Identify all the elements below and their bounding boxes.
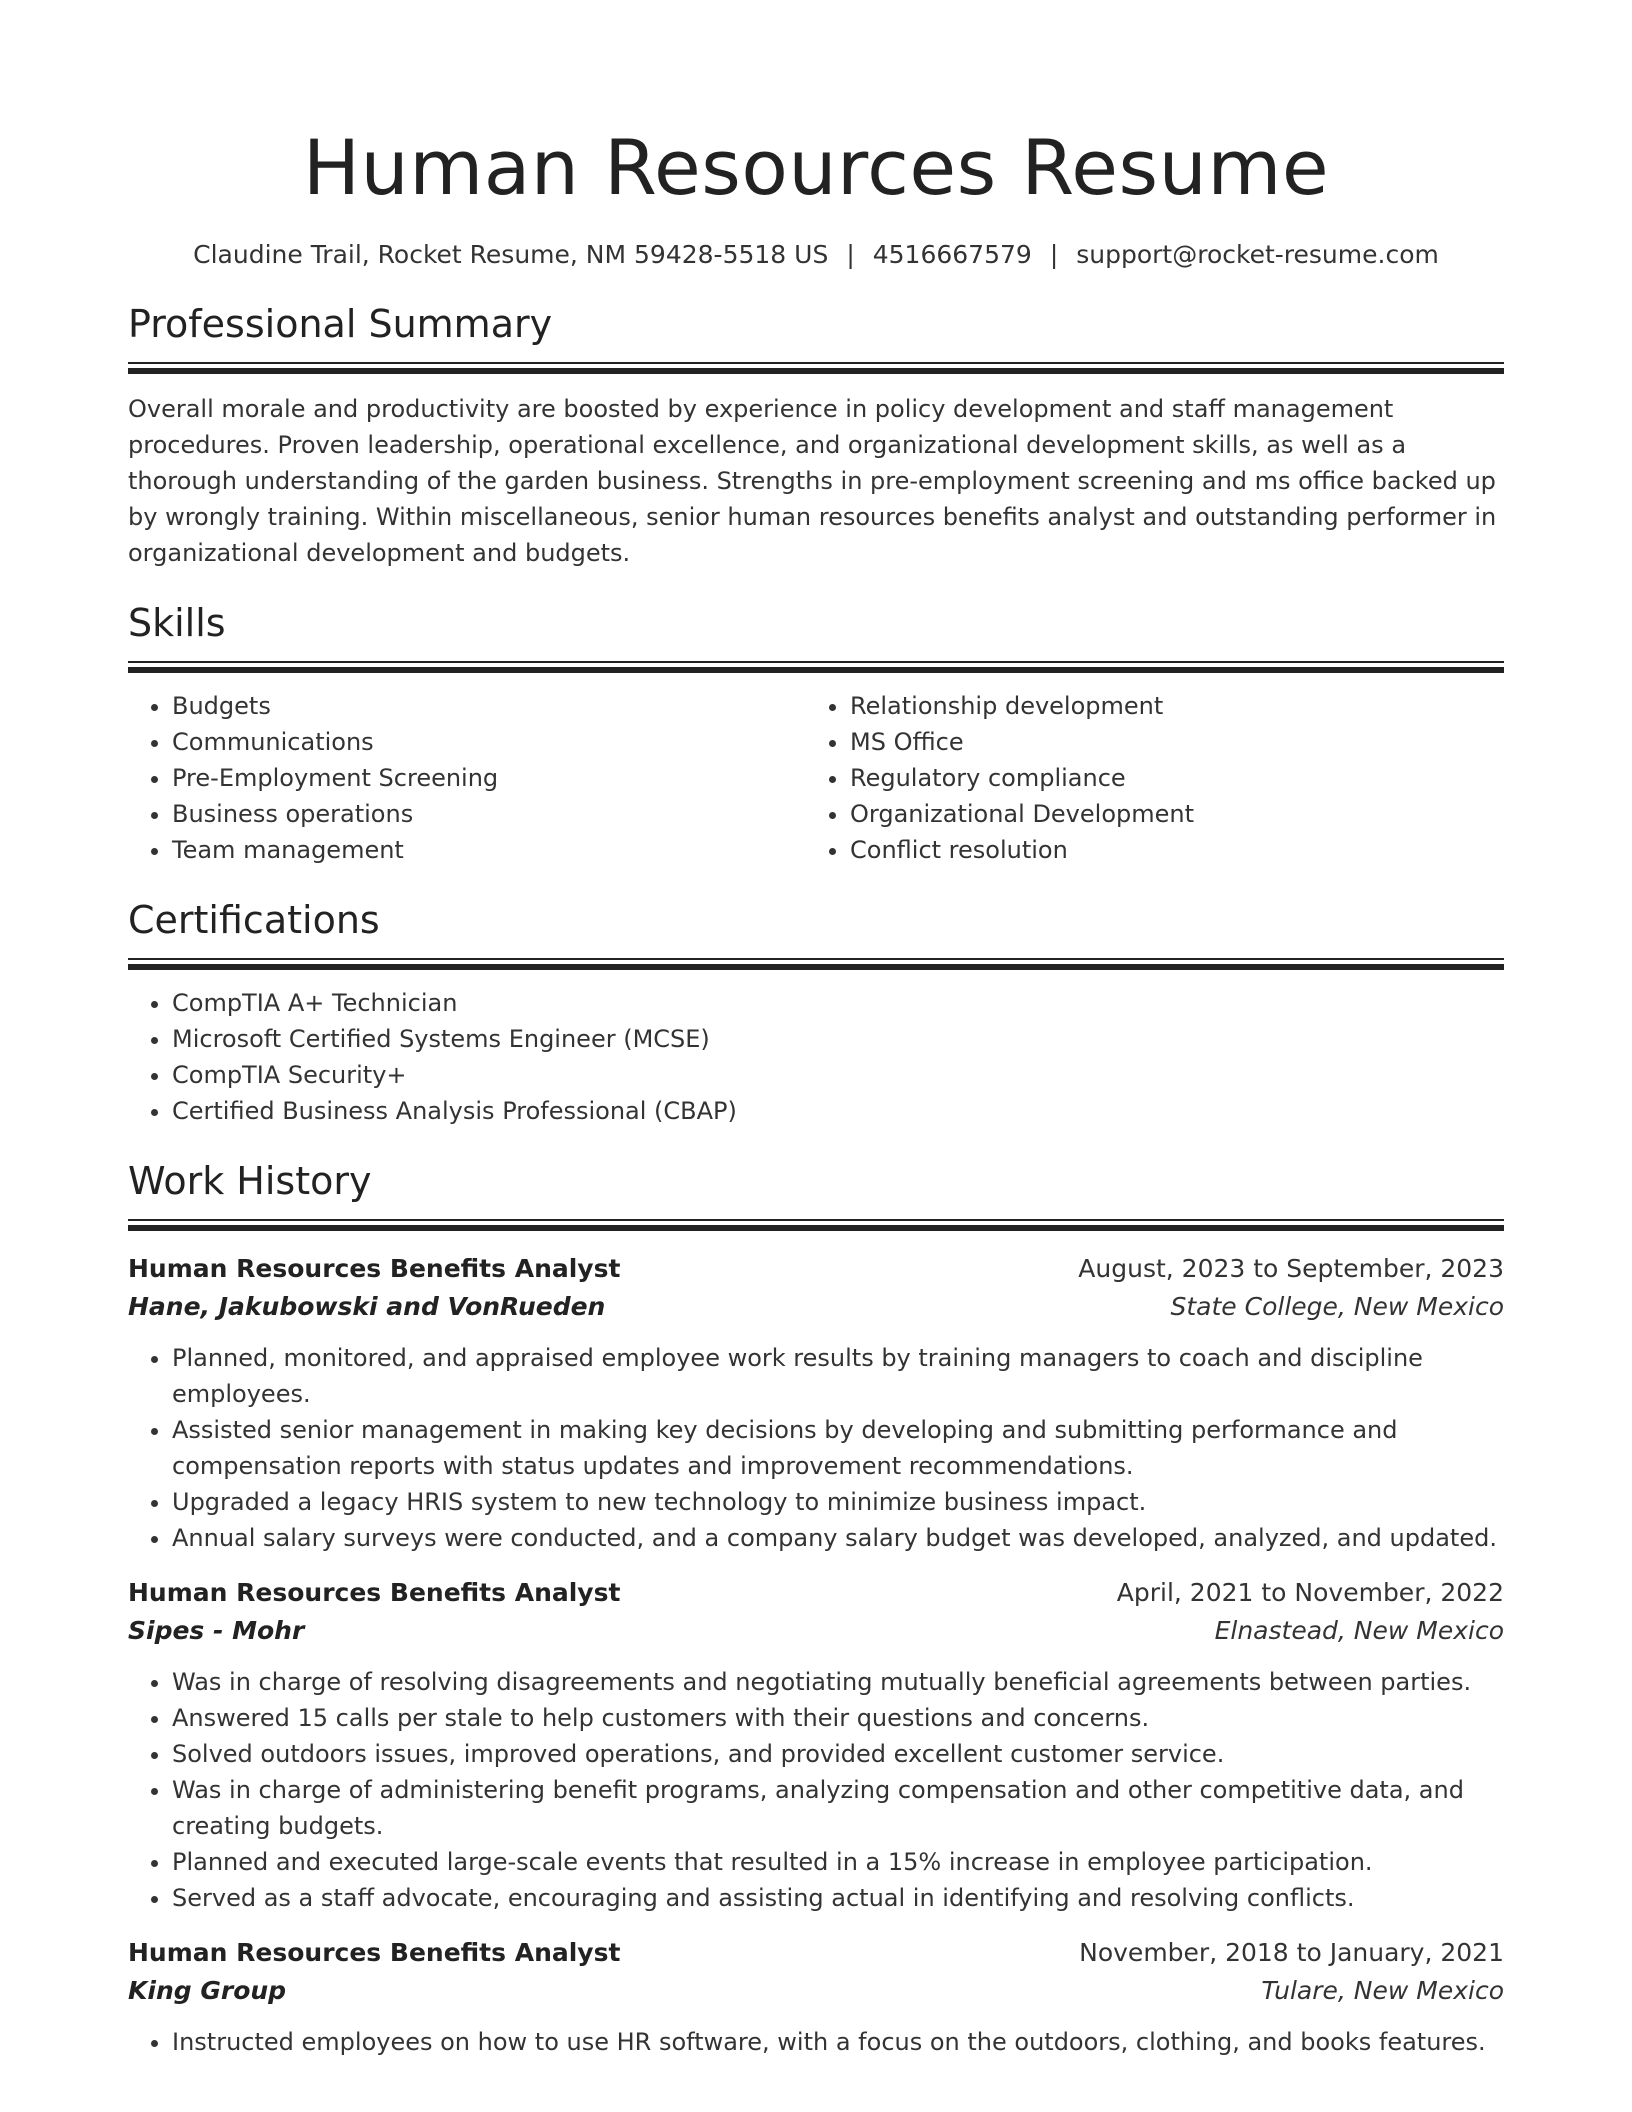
skill-item: • Team management (172, 832, 806, 868)
job-location: Tulare, New Mexico (1261, 1976, 1504, 2005)
section-divider (128, 362, 1504, 375)
job-subheader (128, 1288, 1504, 1326)
job-header (128, 1250, 1504, 1288)
skill-item: • Relationship development (850, 688, 1484, 724)
job-duty: • Upgraded a legacy HRIS system to new technology to minimize business impact. (172, 1484, 1504, 1520)
certifications-list (128, 985, 1504, 1129)
job-duty: • Planned and executed large-scale events that resulted in a 15% increase in employee participation. (172, 1844, 1504, 1880)
work-history-heading: Work History (128, 1159, 372, 1203)
skills-grid (128, 688, 1504, 868)
job-duty: • Instructed employees on how to use HR software, with a focus on the outdoors, clothing, and books features. (172, 2024, 1504, 2060)
resume-page (128, 0, 1504, 2060)
contact-line (128, 240, 1504, 270)
job-duty: • Planned, monitored, and appraised employee work results by training managers to coach and discipline employees. (172, 1340, 1504, 1412)
contact-separator: | (1049, 240, 1059, 269)
job-subheader (128, 1972, 1504, 2010)
job-duty: • Solved outdoors issues, improved operations, and provided excellent customer service. (172, 1736, 1504, 1772)
job-location: State College, New Mexico (1170, 1292, 1504, 1321)
certification-item: • Certified Business Analysis Professional (CBAP) (172, 1093, 1504, 1129)
job-duty: • Answered 15 calls per stale to help customers with their questions and concerns. (172, 1700, 1504, 1736)
summary-text: Overall morale and productivity are boosted by experience in policy development and staff management procedures. Proven leadership, operational excellence, and organizational development skills, as well as a thorough understanding of the garden business. Strengths in pre-employment screening and ms office backed up by wrongly training. Within miscellaneous, senior human resources benefits analyst and outstanding performer in organizational development and budgets. (128, 395, 1497, 567)
skills-list-right (806, 688, 1484, 868)
job-duties (128, 1340, 1504, 1556)
job-dates: April, 2021 to November, 2022 (1116, 1578, 1504, 1607)
skill-item: • Regulatory compliance (850, 760, 1484, 796)
contact-email[interactable]: support@rocket-resume.com (1076, 240, 1439, 269)
job-entry (128, 1574, 1504, 1916)
certifications-section (128, 896, 1504, 1129)
job-company: King Group (128, 1976, 287, 2005)
skill-item: • Pre-Employment Screening (172, 760, 806, 796)
job-duties (128, 1664, 1504, 1916)
certification-item: • CompTIA A+ Technician (172, 985, 1504, 1021)
contact-phone: 4516667579 (872, 240, 1032, 269)
job-title: Human Resources Benefits Analyst (128, 1254, 621, 1283)
job-duty: • Assisted senior management in making key decisions by developing and submitting performance and compensation reports with status updates and improvement recommendations. (172, 1412, 1504, 1484)
job-company: Hane, Jakubowski and VonRueden (128, 1292, 606, 1321)
job-header (128, 1934, 1504, 1972)
skills-section (128, 599, 1504, 868)
certifications-heading: Certifications (128, 898, 380, 942)
job-duties (128, 2024, 1504, 2060)
certification-item: • Microsoft Certified Systems Engineer (MCSE) (172, 1021, 1504, 1057)
job-dates: November, 2018 to January, 2021 (1079, 1938, 1504, 1967)
job-duty: • Was in charge of administering benefit programs, analyzing compensation and other competitive data, and creating budgets. (172, 1772, 1504, 1844)
skill-item: • Budgets (172, 688, 806, 724)
job-duty: • Served as a staff advocate, encouraging and assisting actual in identifying and resolving conflicts. (172, 1880, 1504, 1916)
contact-separator: | (846, 240, 855, 269)
job-duty: • Was in charge of resolving disagreements and negotiating mutually beneficial agreements between parties. (172, 1664, 1504, 1700)
job-title: Human Resources Benefits Analyst (128, 1578, 621, 1607)
job-entry (128, 1250, 1504, 1556)
job-subheader (128, 1612, 1504, 1650)
section-divider (128, 661, 1504, 674)
job-dates: August, 2023 to September, 2023 (1078, 1254, 1504, 1283)
certification-item: • CompTIA Security+ (172, 1057, 1504, 1093)
section-divider (128, 1219, 1504, 1232)
summary-section (128, 300, 1504, 571)
summary-heading: Professional Summary (128, 302, 553, 346)
skill-item: • MS Office (850, 724, 1484, 760)
resume-title: Human Resources Resume (302, 123, 1330, 212)
job-location: Elnastead, New Mexico (1214, 1616, 1504, 1645)
work-history-section (128, 1157, 1504, 2060)
skill-item: • Conflict resolution (850, 832, 1484, 868)
skill-item: • Organizational Development (850, 796, 1484, 832)
job-entry (128, 1934, 1504, 2060)
contact-address: Claudine Trail, Rocket Resume, NM 59428-5518 US (193, 240, 829, 269)
job-title: Human Resources Benefits Analyst (128, 1938, 621, 1967)
skill-item: • Business operations (172, 796, 806, 832)
job-header (128, 1574, 1504, 1612)
skill-item: • Communications (172, 724, 806, 760)
skills-heading: Skills (128, 601, 226, 645)
skills-list-left (128, 688, 806, 868)
job-duty: • Annual salary surveys were conducted, and a company salary budget was developed, analyzed, and updated. (172, 1520, 1504, 1556)
section-divider (128, 958, 1504, 971)
job-company: Sipes - Mohr (128, 1616, 305, 1645)
